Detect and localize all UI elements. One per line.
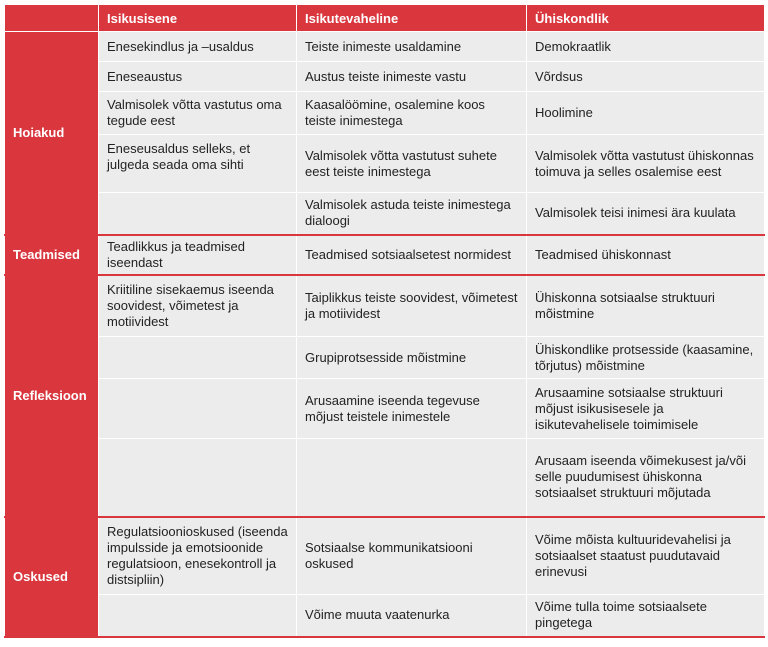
column-header-isikutevaheline: Isikutevaheline [297, 5, 527, 32]
table-cell [99, 439, 297, 517]
table-cell: Võrdsus [527, 62, 765, 92]
table-cell: Arusaamine sotsiaalse struktuuri mõjust isikusisesele ja isikutevahelisele toimimisele [527, 379, 765, 439]
table-cell: Valmisolek teisi inimesi ära kuulata [527, 193, 765, 235]
table-cell: Austus teiste inimeste vastu [297, 62, 527, 92]
table-cell: Ühiskondlike protsesside (kaasamine, tõrjutus) mõistmine [527, 337, 765, 379]
table-row [5, 439, 765, 517]
category-refleksioon: Refleksioon [5, 275, 99, 517]
table-cell: Arusaamine iseenda tegevuse mõjust teistele inimestele [297, 379, 527, 439]
table-cell: Teadmised sotsiaalsetest normidest [297, 235, 527, 275]
table-cell: Teadmised ühiskonnast [527, 235, 765, 275]
table-cell: Eneseusaldus selleks, et julgeda seada oma sihti [99, 135, 297, 193]
table-row [5, 193, 765, 235]
table-row [5, 235, 765, 275]
category-oskused: Oskused [5, 517, 99, 637]
table-row [5, 337, 765, 379]
table-cell: Teadlikkus ja teadmised iseendast [99, 235, 297, 275]
table-row [5, 275, 765, 337]
table-cell [99, 595, 297, 637]
table-cell: Ühiskonna sotsiaalse struktuuri mõistmine [527, 275, 765, 337]
table-cell [99, 193, 297, 235]
table-cell: Valmisolek võtta vastutus oma tegude eest [99, 92, 297, 135]
table-cell: Kaasalöömine, osalemine koos teiste inimestega [297, 92, 527, 135]
column-header-uhiskondlik: Ühiskondlik [527, 5, 765, 32]
table-cell: Arusaam iseenda võimekusest ja/või selle puudumisest ühiskonna sotsiaalset struktuuri mõjutada [527, 439, 765, 517]
table-row [5, 135, 765, 193]
table-row [5, 32, 765, 62]
table-cell: Võime muuta vaatenurka [297, 595, 527, 637]
table-cell: Demokraatlik [527, 32, 765, 62]
competency-table [4, 4, 765, 638]
table-cell: Sotsiaalse kommunikatsiooni oskused [297, 517, 527, 595]
table-cell: Kriitiline sisekaemus iseenda soovidest, võimetest ja motiividest [99, 275, 297, 337]
table-cell: Valmisolek astuda teiste inimestega dialoogi [297, 193, 527, 235]
table-cell: Valmisolek võtta vastutust ühiskonnas toimuva ja selles osalemise eest [527, 135, 765, 193]
table-cell [99, 379, 297, 439]
table-cell: Eneseaustus [99, 62, 297, 92]
corner-cell [5, 5, 99, 32]
table-cell: Valmisolek võtta vastutust suhete eest teiste inimestega [297, 135, 527, 193]
table-row [5, 92, 765, 135]
table-cell: Enesekindlus ja –usaldus [99, 32, 297, 62]
column-header-isikusisene: Isikusisene [99, 5, 297, 32]
table-row [5, 517, 765, 595]
table-cell [297, 439, 527, 517]
table-cell: Teiste inimeste usaldamine [297, 32, 527, 62]
table-row [5, 62, 765, 92]
table-cell: Võime mõista kultuuridevahelisi ja sotsiaalset staatust puudutavaid erinevusi [527, 517, 765, 595]
category-teadmised: Teadmised [5, 235, 99, 275]
table-row [5, 595, 765, 637]
table-cell: Regulatsioonioskused (iseenda impulsside ja emotsioonide regulatsioon, enesekontroll ja distsipliin) [99, 517, 297, 595]
table-cell: Võime tulla toime sotsiaalsete pingetega [527, 595, 765, 637]
table-row [5, 379, 765, 439]
category-hoiakud: Hoiakud [5, 32, 99, 235]
table-cell: Grupiprotsesside mõistmine [297, 337, 527, 379]
header-row [5, 5, 765, 32]
table-cell: Hoolimine [527, 92, 765, 135]
table-cell: Taiplikkus teiste soovidest, võimetest ja motiividest [297, 275, 527, 337]
table-cell [99, 337, 297, 379]
